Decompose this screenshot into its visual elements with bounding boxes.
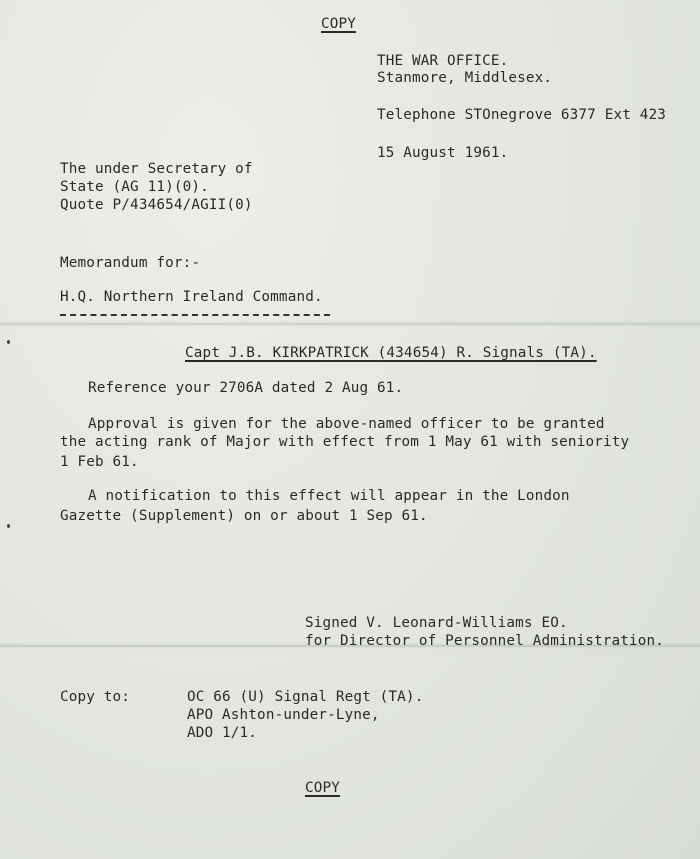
- addressee-dashed-rule: [60, 314, 330, 316]
- letter-date: 15 August 1961.: [377, 145, 509, 161]
- sender-reference: Quote P/434654/AGII(0): [60, 197, 253, 213]
- subject-line: Capt J.B. KIRKPATRICK (434654) R. Signals (TA).: [185, 345, 597, 361]
- approval-line-2: the acting rank of Major with effect from 1 May 61 with seniority: [60, 434, 630, 450]
- addressee: H.Q. Northern Ireland Command.: [60, 289, 323, 305]
- fold-crease: [0, 323, 700, 325]
- org-name: THE WAR OFFICE.: [377, 53, 509, 69]
- approval-line-3: 1 Feb 61.: [60, 454, 139, 470]
- org-address: Stanmore, Middlesex.: [377, 70, 553, 86]
- notification-line-1: A notification to this effect will appear in the London: [88, 488, 570, 504]
- copy-to-label: Copy to:: [60, 689, 131, 705]
- ink-speck: [7, 340, 10, 344]
- telephone-line: Telephone STOnegrove 6377 Ext 423: [377, 107, 666, 123]
- approval-line-1: Approval is given for the above-named officer to be granted: [88, 416, 605, 432]
- signature-line: Signed V. Leonard-Williams EO.: [305, 615, 568, 631]
- sender-line-2: State (AG 11)(0).: [60, 179, 209, 195]
- ink-speck: [7, 524, 10, 528]
- signature-title: for Director of Personnel Administration.: [305, 633, 665, 649]
- copy-heading-top: COPY: [321, 16, 357, 32]
- reference-paragraph: Reference your 2706A dated 2 Aug 61.: [88, 380, 404, 396]
- copy-to-line-3: ADO 1/1.: [187, 725, 258, 741]
- copy-heading-bottom: COPY: [305, 780, 341, 796]
- sender-line-1: The under Secretary of: [60, 161, 253, 177]
- notification-line-2: Gazette (Supplement) on or about 1 Sep 61.: [60, 508, 428, 524]
- memo-label: Memorandum for:-: [60, 255, 201, 271]
- copy-to-line-2: APO Ashton-under-Lyne,: [187, 707, 380, 723]
- copy-to-line-1: OC 66 (U) Signal Regt (TA).: [187, 689, 424, 705]
